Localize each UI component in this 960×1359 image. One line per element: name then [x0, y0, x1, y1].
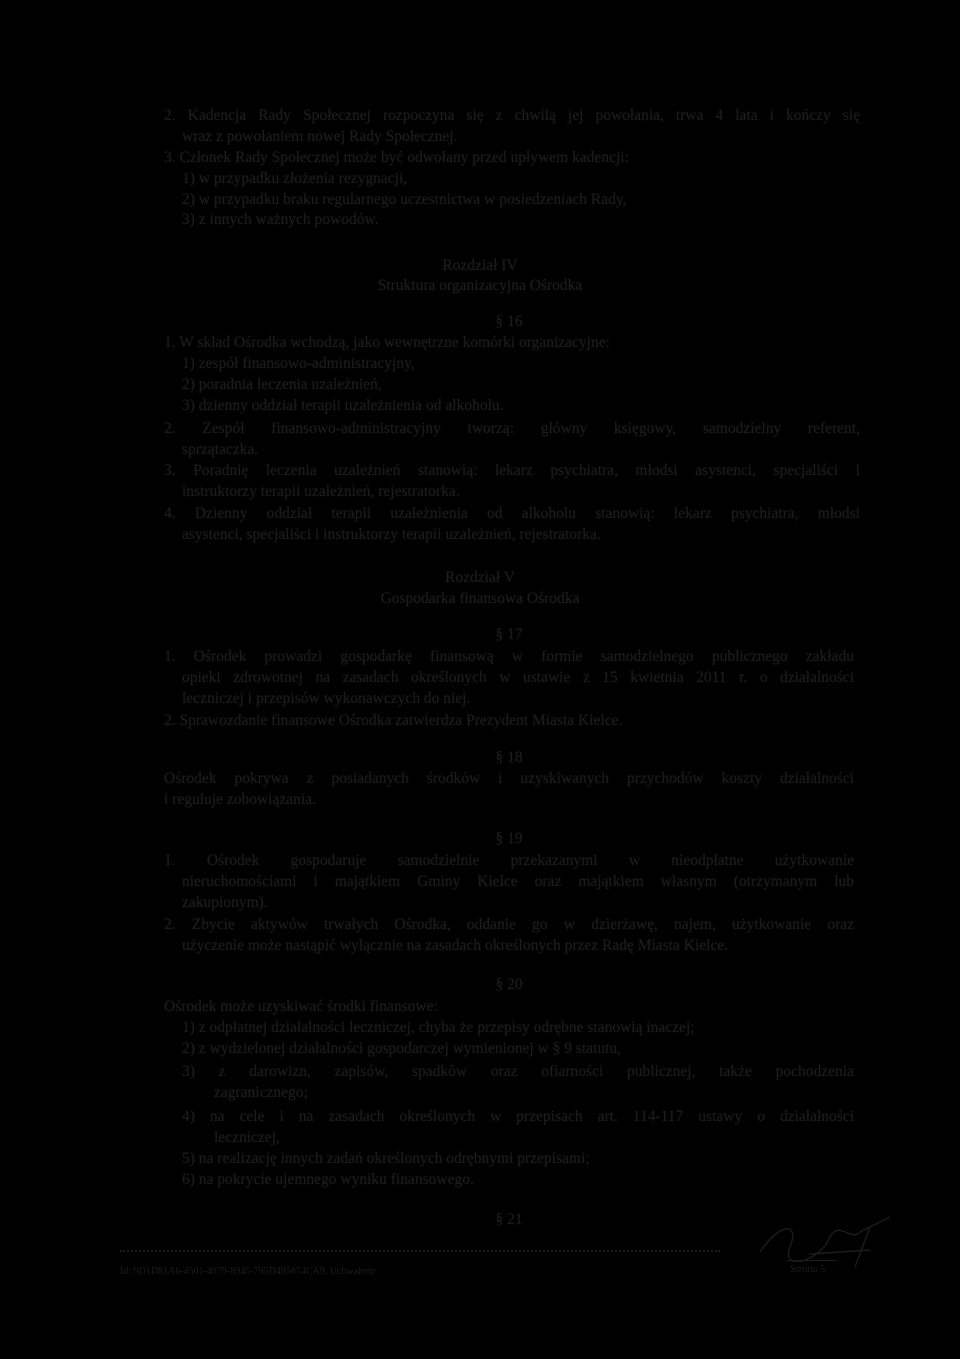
chapter-heading: Rozdział IV: [442, 257, 518, 274]
paragraph-line: opieki zdrowotnej na zasadach określonych w ustawie z 15 kwietnia 2011 r. o działalności: [182, 669, 854, 686]
paragraph-line: 2. Kadencja Rady Społecznej rozpoczyna się z chwilą jej powołania, trwa 4 lata i kończy się: [164, 107, 860, 124]
page-number-rule: [787, 1260, 837, 1261]
section-number: § 21: [495, 1211, 523, 1228]
paragraph-line: asystenci, specjaliści i instruktorzy terapii uzależnień, rejestratorka.: [182, 526, 601, 543]
paragraph-line: sprzątaczka.: [182, 441, 259, 458]
paragraph-line: leczniczej i przepisów wykonawczych do niej.: [182, 690, 471, 707]
section-number: § 19: [495, 830, 523, 847]
section-number: § 20: [495, 976, 523, 993]
paragraph-line: 3. Poradnię leczenia uzależnień stanowią: lekarz psychiatra, młodsi asystenci, specjaliści i: [164, 462, 860, 479]
paragraph-line: 1. Ośrodek gospodaruje samodzielnie przekazanymi w nieodpłatne użytkowanie: [164, 852, 854, 869]
list-item: 1) w przypadku złożenia rezygnacji,: [182, 170, 408, 187]
chapter-title: Struktura organizacyjna Ośrodka: [377, 277, 583, 294]
list-item: 1) z odpłatnej działalności leczniczej, chyba że przepisy odrębne stanowią inaczej;: [182, 1019, 695, 1036]
page-number: Strona 5: [790, 1264, 826, 1275]
section-number: § 18: [495, 749, 523, 766]
paragraph-line: Ośrodek pokrywa z posiadanych środków i uzyskiwanych przychodów koszty działalności: [164, 770, 854, 787]
paragraph-line: i reguluje zobowiązania.: [164, 791, 316, 808]
paragraph-line: 3. Członek Rady Społecznej może być odwołany przed upływem kadencji:: [164, 149, 629, 166]
paragraph-line: 1. W skład Ośrodka wchodzą, jako wewnętrzne komórki organizacyjne:: [164, 334, 610, 351]
footer-document-id: Id: 9D1D81A6-4501-4979-8945-795D485874CA9. Uchwalony: [120, 1266, 376, 1277]
list-item: 5) na realizację innych zadań określonych odrębnymi przepisami;: [182, 1150, 590, 1167]
footer-divider: [120, 1250, 720, 1252]
section-number: § 16: [495, 313, 523, 330]
paragraph-line: 1. Ośrodek prowadzi gospodarkę finansową w formie samodzielnego publicznego zakładu: [164, 648, 854, 665]
paragraph-line: Ośrodek może uzyskiwać środki finansowe:: [164, 998, 438, 1015]
paragraph-line: 4. Dzienny oddział terapii uzależnienia od alkoholu stanowią: lekarz psychiatra, młodsi: [164, 505, 860, 522]
list-item: zagranicznego;: [214, 1084, 308, 1101]
list-item: 2) w przypadku braku regularnego uczestnictwa w posiedzeniach Rady,: [182, 191, 627, 208]
chapter-title: Gospodarka finansowa Ośrodka: [380, 590, 580, 607]
list-item: 1) zespół finansowo-administracyjny,: [182, 355, 415, 372]
list-item: 3) z innych ważnych powodów.: [182, 211, 379, 228]
paragraph-line: instruktorzy terapii uzależnień, rejestratorka.: [182, 483, 460, 500]
list-item: 3) z darowizn, zapisów, spadków oraz ofiarności publicznej, także pochodzenia: [182, 1063, 854, 1080]
section-number: § 17: [495, 626, 523, 643]
paragraph-line: zakupionym).: [182, 894, 268, 911]
list-item: leczniczej,: [214, 1129, 280, 1146]
paragraph-line: wraz z powołaniem nowej Rady Społecznej.: [182, 128, 458, 145]
list-item: 4) na cele i na zasadach określonych w przepisach art. 114-117 ustawy o działalności: [182, 1108, 854, 1125]
paragraph-line: użyczenie może nastąpić wyłącznie na zasadach określonych przez Radę Miasta Kielce.: [182, 937, 729, 954]
list-item: 3) dzienny oddział terapii uzależnienia od alkoholu.: [182, 397, 504, 414]
paragraph-line: nieruchomościami i majątkiem Gminy Kielce oraz majątkiem własnym (otrzymanym lub: [182, 873, 854, 890]
paragraph-line: 2. Zespół finansowo-administracyjny tworzą: główny księgowy, samodzielny referent,: [164, 420, 860, 437]
list-item: 2) z wydzielonej działalności gospodarczej wymienionej w § 9 statutu,: [182, 1040, 622, 1057]
paragraph-line: 2. Zbycie aktywów trwałych Ośrodka, oddanie go w dzierżawę, najem, użytkowanie oraz: [164, 916, 854, 933]
list-item: 2) poradnia leczenia uzależnień,: [182, 376, 382, 393]
paragraph-line: 2. Sprawozdanie finansowe Ośrodka zatwierdza Prezydent Miasta Kielce.: [164, 712, 623, 729]
list-item: 6) na pokrycie ujemnego wyniku finansowego.: [182, 1171, 474, 1188]
signature-icon: [750, 1212, 900, 1272]
chapter-heading: Rozdział V: [445, 569, 515, 586]
